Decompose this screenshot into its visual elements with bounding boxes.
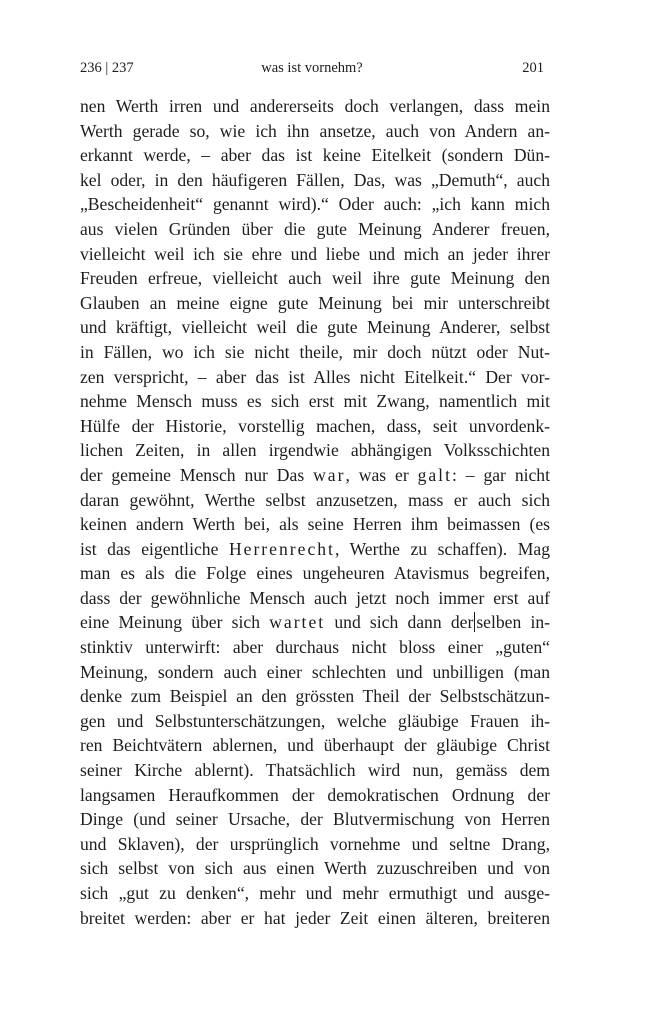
text-segment: : – gar nicht xyxy=(451,464,550,485)
text-segment: selben in- xyxy=(476,612,550,633)
text-line xyxy=(80,217,550,242)
running-header xyxy=(80,56,544,80)
text-segment: ren Beichtvätern ablernen, und überhaupt der gläubige Christ xyxy=(80,735,550,756)
text-line xyxy=(80,758,550,783)
text-line xyxy=(80,856,550,881)
text-line xyxy=(80,684,550,709)
text-segment: lichen Zeiten, in allen irgendwie abhängigen Volksschichten xyxy=(80,440,550,461)
text-line xyxy=(80,242,550,267)
text-line xyxy=(80,414,550,439)
text-line xyxy=(80,586,550,611)
text-segment: Freuden erfreue, vielleicht auch weil ihre gute Meinung den xyxy=(80,268,550,289)
text-segment: kel oder, in den häufigeren Fällen, Das, was „Demuth“, auch xyxy=(80,169,550,190)
spaced-emphasis: Herrenrecht xyxy=(228,538,335,559)
text-line xyxy=(80,561,550,586)
text-line xyxy=(80,389,550,414)
text-segment: breitet werden: aber er hat jeder Zeit einen älteren, breiteren xyxy=(80,907,550,928)
text-segment: daran gewöhnt, Werthe selbst anzusetzen, mass er auch sich xyxy=(80,489,550,510)
page-number: 201 xyxy=(522,60,544,76)
text-segment: seiner Kirche ablernt). Thatsächlich wird nun, gemäss dem xyxy=(80,760,550,781)
text-segment: ist das eigentliche xyxy=(80,538,229,559)
text-segment: langsamen Heraufkommen der demokratischen Ordnung der xyxy=(80,784,550,805)
text-line xyxy=(80,168,550,193)
text-segment: nen Werth irren und andererseits doch verlangen, dass mein xyxy=(80,96,550,116)
text-segment: Hülfe der Historie, vorstellig machen, dass, seit unvordenk- xyxy=(80,415,550,436)
text-line xyxy=(80,438,550,463)
text-line xyxy=(80,881,550,906)
text-segment: Dinge (und seiner Ursache, der Blutvermischung von Herren xyxy=(80,809,550,830)
text-segment: und sich dann der xyxy=(325,612,474,633)
text-segment: nehme Mensch muss es sich erst mit Zwang, namentlich mit xyxy=(80,391,550,412)
text-line xyxy=(80,733,550,758)
text-segment: sich „gut zu denken“, mehr und mehr ermuthigt und ausge- xyxy=(80,883,550,903)
text-line xyxy=(80,119,550,144)
text-line xyxy=(80,807,550,832)
text-segment: eine Meinung über sich xyxy=(80,612,270,633)
text-segment: gen und Selbstunterschätzungen, welche gläubige Frauen ih- xyxy=(80,710,550,731)
text-segment: keinen andern Werth bei, als seine Herren ihm beimassen (es xyxy=(80,514,550,535)
text-line xyxy=(80,832,550,857)
text-segment: sich selbst von sich aus einen Werth zuzuschreiben und von xyxy=(80,858,550,879)
text-segment: vielleicht weil ich sie ehre und liebe und mich an jeder ihrer xyxy=(80,243,550,264)
text-line xyxy=(80,291,550,316)
text-segment: man es als die Folge eines ungeheuren Atavismus begreifen, xyxy=(80,563,550,584)
page-reference: 236 | 237 xyxy=(80,60,134,76)
text-segment: erkannt werde, – aber das ist keine Eitelkeit (sondern Dün- xyxy=(80,145,550,166)
text-line xyxy=(80,709,550,734)
spaced-emphasis: war xyxy=(313,464,346,485)
text-segment: der gemeine Mensch nur Das xyxy=(80,464,314,485)
text-line xyxy=(80,266,550,291)
body-text xyxy=(80,94,550,930)
text-segment: Werth gerade so, wie ich ihn ansetze, auch von Andern an- xyxy=(80,120,550,141)
running-title: was ist vornehm? xyxy=(261,60,363,76)
spaced-emphasis: galt xyxy=(417,464,452,485)
text-segment: denke zum Beispiel an den grössten Theil der Selbstschätzun- xyxy=(80,686,550,707)
text-line xyxy=(80,365,550,390)
text-line xyxy=(80,635,550,660)
text-segment: stinktiv unterwirft: aber durchaus nicht bloss einer „guten“ xyxy=(80,637,550,658)
text-segment: „Bescheidenheit“ genannt wird).“ Oder auch: „ich kann mich xyxy=(80,194,550,215)
text-segment: und kräftigt, vielleicht weil die gute Meinung Anderer, selbst xyxy=(80,317,550,338)
text-line xyxy=(80,488,550,513)
text-segment: , Werthe zu schaffen). Mag xyxy=(334,538,550,559)
text-segment: Meinung, sondern auch einer schlechten und unbilligen (man xyxy=(80,661,550,682)
text-line xyxy=(80,783,550,808)
text-line xyxy=(80,192,550,217)
text-line xyxy=(80,610,550,635)
text-line xyxy=(80,94,550,119)
spaced-emphasis: wartet xyxy=(269,612,326,633)
text-segment: und Sklaven), der ursprünglich vornehme und seltne Drang, xyxy=(80,833,550,854)
text-line xyxy=(80,143,550,168)
text-line xyxy=(80,512,550,537)
text-segment: dass der gewöhnliche Mensch auch jetzt noch immer erst auf xyxy=(80,587,550,608)
text-segment: , was er xyxy=(345,464,418,485)
text-line xyxy=(80,537,550,562)
text-segment: Glauben an meine eigne gute Meinung bei mir unterschreibt xyxy=(80,292,550,313)
text-segment: zen verspricht, – aber das ist Alles nicht Eitelkeit.“ Der vor- xyxy=(80,366,550,387)
text-line xyxy=(80,906,550,931)
text-line xyxy=(80,315,550,340)
text-line xyxy=(80,660,550,685)
text-segment: aus vielen Gründen über die gute Meinung Anderer freuen, xyxy=(80,218,550,239)
text-segment: in Fällen, wo ich sie nicht theile, mir doch nützt oder Nut- xyxy=(80,341,550,362)
text-line xyxy=(80,463,550,488)
text-line xyxy=(80,340,550,365)
